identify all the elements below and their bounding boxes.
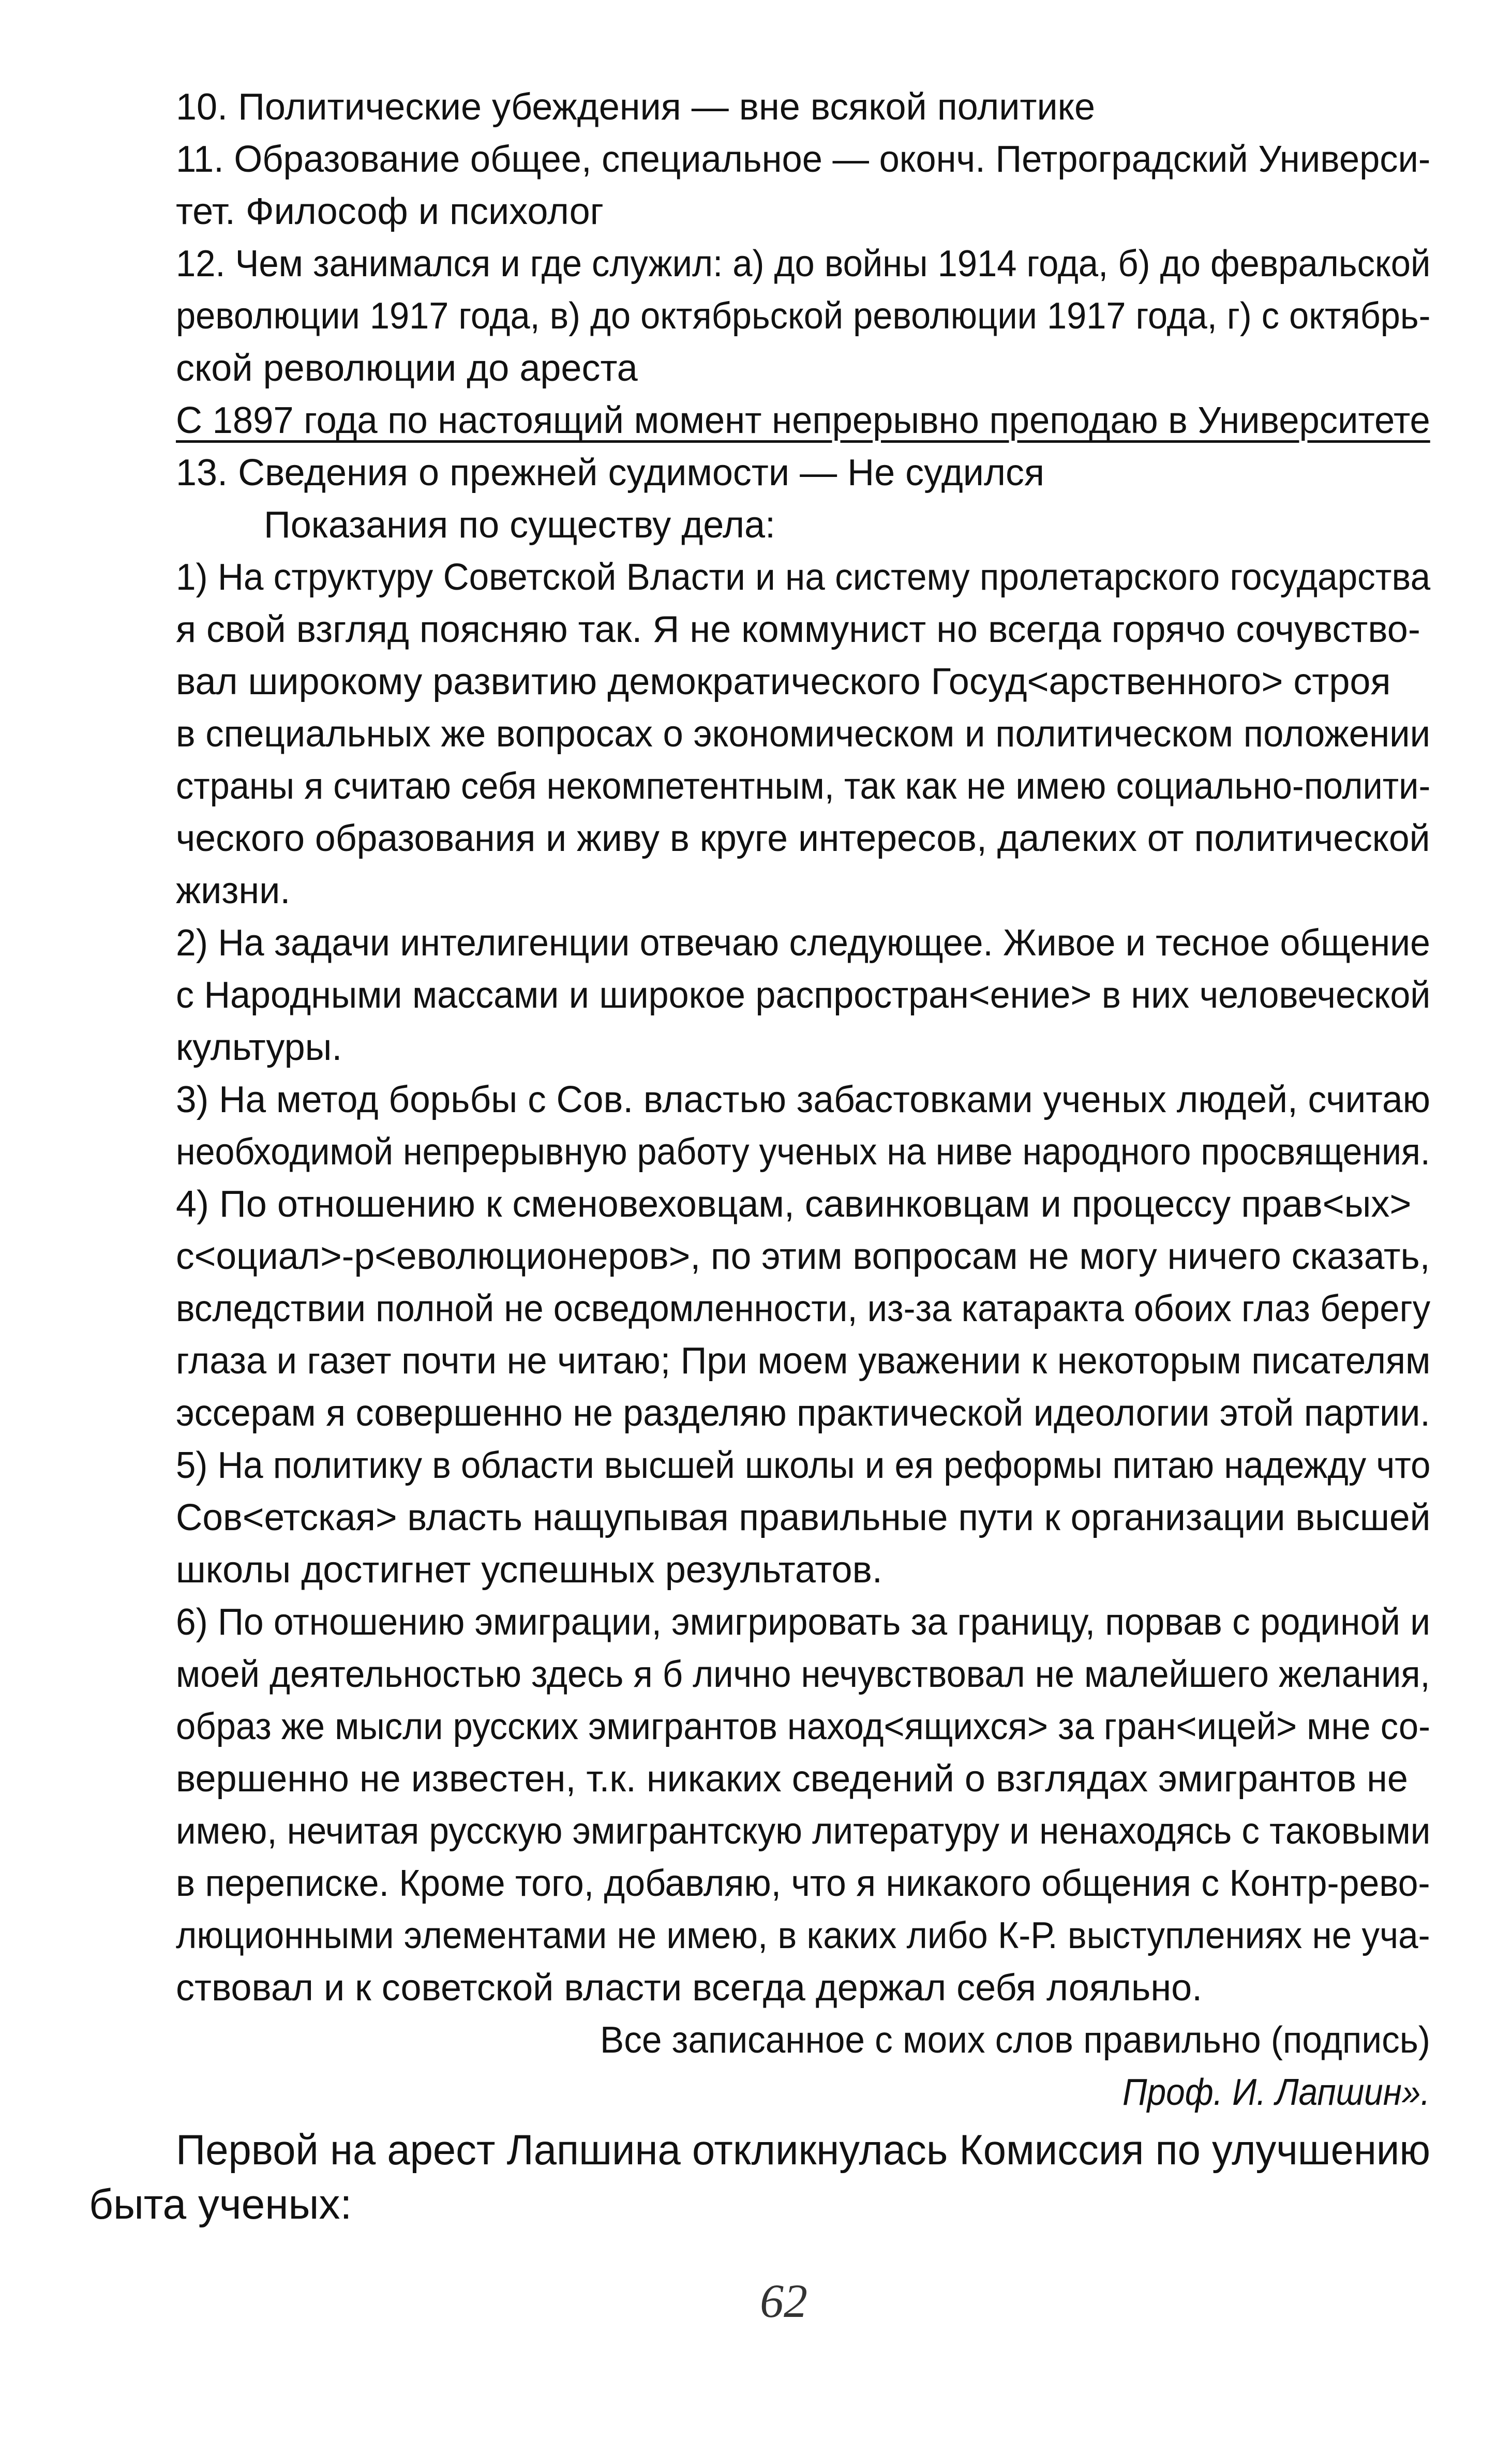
text-line: вершенно не известен, т.к. никаких сведений о взглядах эмигрантов не <box>176 1758 1408 1800</box>
text-line: страны я считаю себя некомпетентным, так как не имею социально-полити- <box>176 766 1431 807</box>
text-line: 11. Образование общее, специальное — оконч. Петроградский Универси- <box>176 139 1431 180</box>
text-line: ческого образования и живу в круге интересов, далеких от политической <box>176 818 1430 859</box>
text-line: эссерам я совершенно не разделяю практической идеологии этой партии. <box>176 1393 1430 1434</box>
text-line: тет. Философ и психолог <box>176 191 604 232</box>
text-line: имею, нечитая русскую эмигрантскую литературу и ненаходясь с таковыми <box>176 1810 1431 1852</box>
text-line: революции 1917 года, в) до октябрьской революции 1917 года, г) с октябрь- <box>176 295 1431 337</box>
text-line: жизни. <box>176 870 291 911</box>
text-line: моей деятельностью здесь я б лично нечувствовал не малейшего желания, <box>176 1654 1430 1695</box>
signature-line: Проф. И. Лапшин». <box>1122 2072 1430 2113</box>
text-line: 5) На политику в области высшей школы и ея реформы питаю надежду что <box>176 1445 1431 1486</box>
text-line: 1) На структуру Советской Власти и на систему пролетарского государства <box>176 557 1431 598</box>
text-line: люционными элементами не имею, в каких либо К-Р. выступлениях не уча- <box>176 1915 1430 1956</box>
body-text-line: Первой на арест Лапшина откликнулась Комиссия по улучшению <box>176 2127 1431 2174</box>
text-line: в специальных же вопросах о экономическом и политическом положении <box>176 713 1431 755</box>
section-heading: Показания по существу дела: <box>264 504 776 546</box>
page-number: 62 <box>760 2275 807 2327</box>
text-line: 6) По отношению эмиграции, эмигрировать за границу, порвав с родиной и <box>176 1602 1431 1643</box>
closing-statement: Все записанное с моих слов правильно (подпись) <box>600 2019 1430 2061</box>
text-line: образ же мысли русских эмигрантов наход<ящихся> за гран<ицей> мне со- <box>176 1706 1430 1747</box>
text-line: необходимой непрерывную работу ученых на ниве народного просвящения. <box>176 1131 1430 1173</box>
text-line: школы достигнет успешных результатов. <box>176 1549 882 1591</box>
text-line: вал широкому развитию демократического Госуд<арственного> строя <box>176 661 1391 702</box>
text-line: 2) На задачи интелигенции отвечаю следующее. Живое и тесное общение <box>176 922 1430 964</box>
text-line: 3) На метод борьбы с Сов. властью забастовками ученых людей, считаю <box>176 1079 1431 1120</box>
text-line: 13. Сведения о прежней судимости — Не судился <box>176 452 1044 493</box>
text-line: с Народными массами и широкое распростран<ение> в них человеческой <box>176 975 1431 1016</box>
text-line: я свой взгляд поясняю так. Я не коммунист но всегда горячо сочувство- <box>176 609 1420 650</box>
text-line: вследствии полной не осведомленности, из-за катаракта обоих глаз берегу <box>176 1288 1431 1329</box>
text-line: глаза и газет почти не читаю; При моем уважении к некоторым писателям <box>176 1340 1431 1382</box>
text-line: 10. Политические убеждения — вне всякой политике <box>176 86 1096 128</box>
text-line: ской революции до ареста <box>176 348 638 389</box>
text-line: в переписке. Кроме того, добавляю, что я никакого общения с Контр-рево- <box>176 1863 1430 1904</box>
body-text-line: быта ученых: <box>89 2181 352 2228</box>
text-line: 4) По отношению к сменовеховцам, савинковцам и процессу прав<ых> <box>176 1184 1412 1225</box>
text-line: культуры. <box>176 1027 342 1068</box>
text-line: Сов<етская> власть нащупывая правильные пути к организации высшей <box>176 1497 1431 1538</box>
text-line-underlined: С 1897 года по настоящий момент непрерывно преподаю в Университете <box>176 400 1430 441</box>
text-line: с<оциал>-р<еволюционеров>, по этим вопросам не могу ничего сказать, <box>176 1236 1430 1277</box>
text-line: ствовал и к советской власти всегда держал себя лояльно. <box>176 1967 1203 2009</box>
text-line: 12. Чем занимался и где служил: а) до войны 1914 года, б) до февральской <box>176 243 1431 285</box>
